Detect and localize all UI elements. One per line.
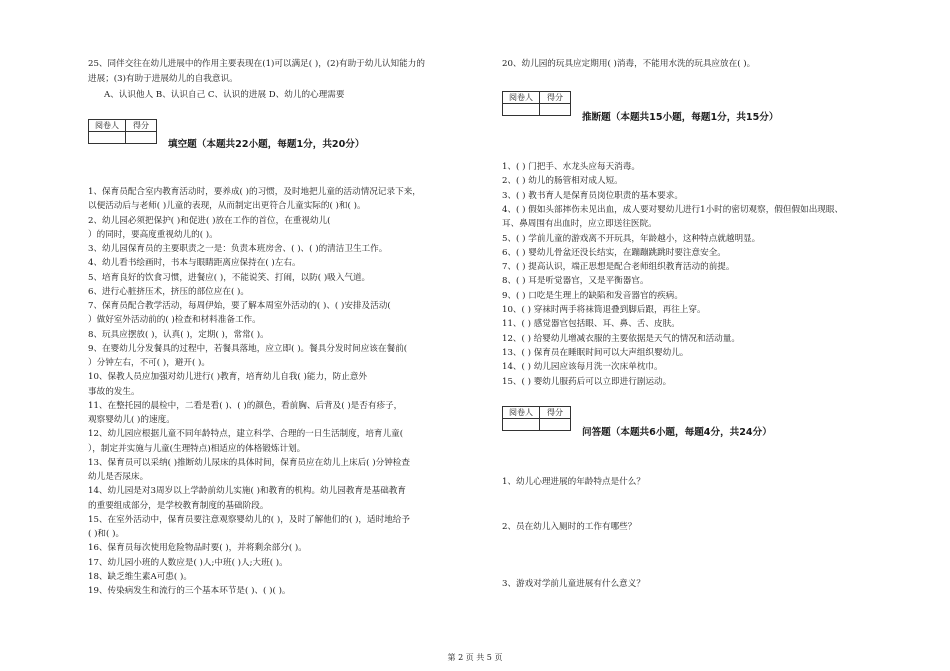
score-box-reviewer-cell bbox=[503, 419, 540, 431]
score-box-fill bbox=[88, 119, 157, 144]
judge-item-line: 14、( ) 幼儿园应该每月洗一次床单枕巾。 bbox=[502, 362, 663, 373]
fill-item-line: ）分钟左右，不可( )，避开( )。 bbox=[88, 358, 210, 368]
fill-item-line: 1、保育员配合室内教育活动时，要养成( )的习惯，及时地把儿童的活动情况记录下来， bbox=[88, 187, 421, 197]
fill-item-line: 4、幼儿看书绘画时，书本与眼睛距离应保持在( )左右。 bbox=[88, 258, 301, 269]
score-box-judge bbox=[502, 91, 571, 116]
judge-item-line: 9、( ) 口吃是生理上的缺陷和发音器官的疾病。 bbox=[502, 290, 683, 301]
score-box-qa bbox=[502, 406, 571, 431]
q25-line-1: 25、同伴交往在幼儿进展中的作用主要表现在(1)可以满足( )，(2)有助于幼儿认知能力的 bbox=[88, 59, 425, 69]
fill-item-line: 的重要组成部分，是学校教育制度的基础阶段。 bbox=[88, 500, 269, 511]
score-box-score-cell bbox=[540, 104, 571, 116]
fill-item-line: 8、玩具应摆放( )，认真( )，定期( )，常常( )。 bbox=[88, 329, 269, 340]
fill-item-line: 事故的发生。 bbox=[88, 386, 140, 397]
fill-item-line: 16、保育员每次使用危险物品时要( )，并将剩余部分( )。 bbox=[88, 543, 307, 554]
fill-item-line: 7、保育员配合教学活动，每周伊始，要了解本周室外活动的( )、( )安排及活动( bbox=[88, 301, 391, 311]
qa-item: 1、幼儿心理进展的年龄特点是什么？ bbox=[502, 477, 645, 487]
score-box-score-label: 得分 bbox=[126, 120, 157, 132]
fill-item-line: 19、传染病发生和流行的三个基本环节是( )、( )( )。 bbox=[88, 586, 291, 596]
fill-item-line: 幼儿是否尿床。 bbox=[88, 472, 149, 482]
judge-item-line: 13、( ) 保育员在睡眠时间可以大声组织婴幼儿。 bbox=[502, 347, 689, 358]
judge-item-line: 12、( ) 给婴幼儿增减衣服的主要依据是天气的情况和活动量。 bbox=[502, 333, 740, 344]
score-box-reviewer-label: 阅卷人 bbox=[503, 407, 540, 419]
fill-item-line: 3、幼儿园保育员的主要职责之一是：负责本班房舍、( )、( )的清洁卫生工作。 bbox=[88, 244, 388, 254]
qa-item: 3、游戏对学前儿童进展有什么意义？ bbox=[502, 579, 645, 589]
judge-item-line: 1、( ) 门把手、水龙头应每天消毒。 bbox=[502, 162, 640, 172]
fill-item-line: 17、幼儿园小班的人数应是( )人;中班( )人;大班( )。 bbox=[88, 557, 288, 568]
fill-item-line: 15、在室外活动中，保育员要注意观察婴幼儿的( )，及时了解他们的( )，适时地给予 bbox=[88, 514, 410, 525]
judge-item-line: 4、( ) 假如头部摔伤未见出血，成人要对婴幼儿进行1小时的密切观察，假但假如出现眼、 bbox=[502, 204, 844, 215]
q25-line-2: 进展；(3)有助于进展幼儿的自我意识。 bbox=[88, 74, 238, 84]
fill-item-line: ），制定并实施与儿童(生理特点)相适应的体格锻炼计划。 bbox=[88, 443, 306, 454]
judge-item-line: 耳、鼻周围有出血时，应立即送往医院。 bbox=[502, 219, 657, 230]
fill-item-line: ( )和( )。 bbox=[88, 529, 125, 539]
fill-item-line: 以便活动后与老师( )儿童的表现，从而制定出更符合儿童实际的( )和( )。 bbox=[88, 201, 366, 212]
fill-item-line: 11、在整托园的晨检中，二看是看( )、( )的颜色，看前胸、后背及( )是否有疹子， bbox=[88, 400, 403, 411]
judge-section-title: 推断题（本题共15小题，每题1分，共15分） bbox=[582, 112, 779, 123]
page-footer: 第 2 页 共 5 页 bbox=[447, 653, 503, 662]
fill-item-line: 13、保育员可以采纳( )推断幼儿尿床的具体时间，保育员应在幼儿上床后( )分钟检查 bbox=[88, 457, 410, 468]
fill-item-line: 12、幼儿园应根据儿童不同年龄特点，建立科学、合理的一日生活制度，培育儿童( bbox=[88, 429, 404, 440]
judge-item-line: 8、( ) 耳是听觉器官，又是平衡器官。 bbox=[502, 276, 649, 287]
score-box-score-label: 得分 bbox=[540, 407, 571, 419]
fill-item-line: 6、进行心脏挤压术，挤压的部位应在( )。 bbox=[88, 286, 249, 297]
fill-item-line: 观察婴幼儿( )的速度。 bbox=[88, 415, 175, 425]
score-box-reviewer-cell bbox=[503, 104, 540, 116]
fill-item-line: 18、缺乏维生素A可患( )。 bbox=[88, 571, 192, 582]
judge-item-line: 2、( ) 幼儿的肠管相对成人短。 bbox=[502, 176, 623, 187]
judge-item-line: 5、( ) 学前儿童的游戏离不开玩具，年龄越小，这种特点就越明显。 bbox=[502, 233, 761, 244]
judge-item-line: 15、( ) 婴幼儿服药后可以立即进行剧运动。 bbox=[502, 376, 672, 387]
judge-item-line: 11、( ) 感觉器官包括眼、耳、鼻、舌、皮肤。 bbox=[502, 319, 680, 330]
fill-item-line: ）的同时，要高度重视幼儿的( )。 bbox=[88, 229, 218, 240]
judge-item-line: 3、( ) 教书育人是保育员岗位职责的基本要求。 bbox=[502, 190, 683, 201]
fill-section-title: 填空题（本题共22小题，每题1分，共20分） bbox=[168, 139, 365, 150]
judge-item-line: 10、( ) 穿袜时两手将袜筒退叠到脚后跟，再往上穿。 bbox=[502, 305, 706, 315]
judge-item-line: 7、( ) 提高认识，端正思想是配合老师组织教育活动的前提。 bbox=[502, 262, 735, 273]
judge-item-line: 6、( ) 婴幼儿骨盆还没长结实，在蹦蹦跳跳时要注意安全。 bbox=[502, 247, 726, 258]
q25-options: A、认识他人 B、认识自己 C、认识的进展 D、幼儿的心理需要 bbox=[104, 90, 345, 100]
score-box-score-cell bbox=[540, 419, 571, 431]
fill-item-line: 10、保教人员应加强对幼儿进行( )教育，培育幼儿自我( )能力，防止意外 bbox=[88, 372, 368, 383]
fill-item-line: 14、幼儿园是对3周岁以上学龄前幼儿实施( )和教育的机构。幼儿园教育是基础教育 bbox=[88, 486, 407, 497]
q20-line: 20、幼儿园的玩具应定期用( )消毒，不能用水洗的玩具应放在( )。 bbox=[502, 59, 756, 69]
fill-item-line: ）做好室外活动前的( )检查和材料准备工作。 bbox=[88, 315, 261, 326]
fill-item-line: 5、培育良好的饮食习惯，进餐应( )，不能说笑、打闹，以防( )吸入气道。 bbox=[88, 272, 371, 283]
qa-item: 2、员在幼儿入厕时的工作有哪些？ bbox=[502, 522, 637, 532]
qa-section-title: 问答题（本题共6小题，每题4分，共24分） bbox=[582, 427, 772, 438]
score-box-reviewer-label: 阅卷人 bbox=[503, 92, 540, 104]
score-box-score-cell bbox=[126, 132, 157, 144]
score-box-reviewer-label: 阅卷人 bbox=[89, 120, 126, 132]
score-box-reviewer-cell bbox=[89, 132, 126, 144]
fill-item-line: 2、幼儿园必须把保护( )和促进( )放在工作的首位，在重视幼儿( bbox=[88, 215, 331, 226]
fill-item-line: 9、在婴幼儿分发餐具的过程中，若餐具落地，应立即( )。餐具分发时间应该在餐前( bbox=[88, 343, 408, 354]
score-box-score-label: 得分 bbox=[540, 92, 571, 104]
